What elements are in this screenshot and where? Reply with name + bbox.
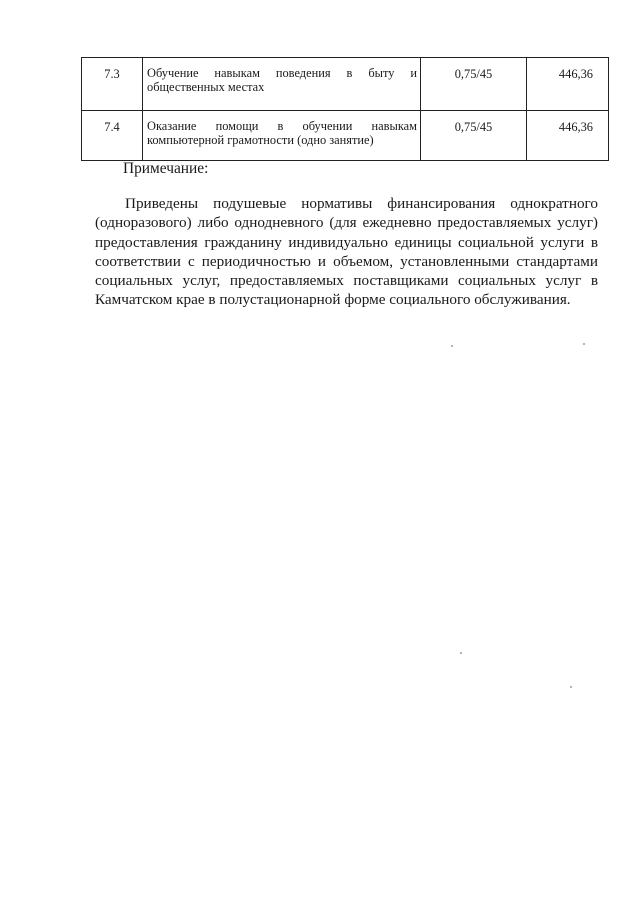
scan-speck	[570, 686, 572, 688]
price-cell: 446,36	[527, 111, 609, 161]
price-cell: 446,36	[527, 58, 609, 111]
services-table	[81, 57, 609, 161]
norm-cell: 0,75/45	[421, 111, 527, 161]
table-row	[82, 58, 609, 111]
norm-cell: 0,75/45	[421, 58, 527, 111]
scan-speck	[460, 652, 462, 654]
service-name-cell: Обучение навыкам поведения в быту и общественных местах	[143, 58, 421, 111]
scan-speck	[451, 345, 453, 347]
service-name-cell: Оказание помощи в обучении навыкам компьютерной грамотности (одно занятие)	[143, 111, 421, 161]
row-number-cell: 7.3	[82, 58, 143, 111]
table-row	[82, 111, 609, 161]
note-paragraph: Приведены подушевые нормативы финансирования однократного (одноразового) либо однодневного (для ежедневно предоставляемых услуг) предоставления гражданину индивидуально единицы социальной услуги в соответствии с периодичностью и объемом, установленными стандартами социальных услуг, предоставляемых поставщиками социальных услуг в Камчатском крае в полустационарной форме социального обслуживания.	[95, 195, 598, 309]
row-number-cell: 7.4	[82, 111, 143, 161]
scan-speck	[583, 343, 585, 345]
note-title: Примечание:	[123, 160, 209, 177]
